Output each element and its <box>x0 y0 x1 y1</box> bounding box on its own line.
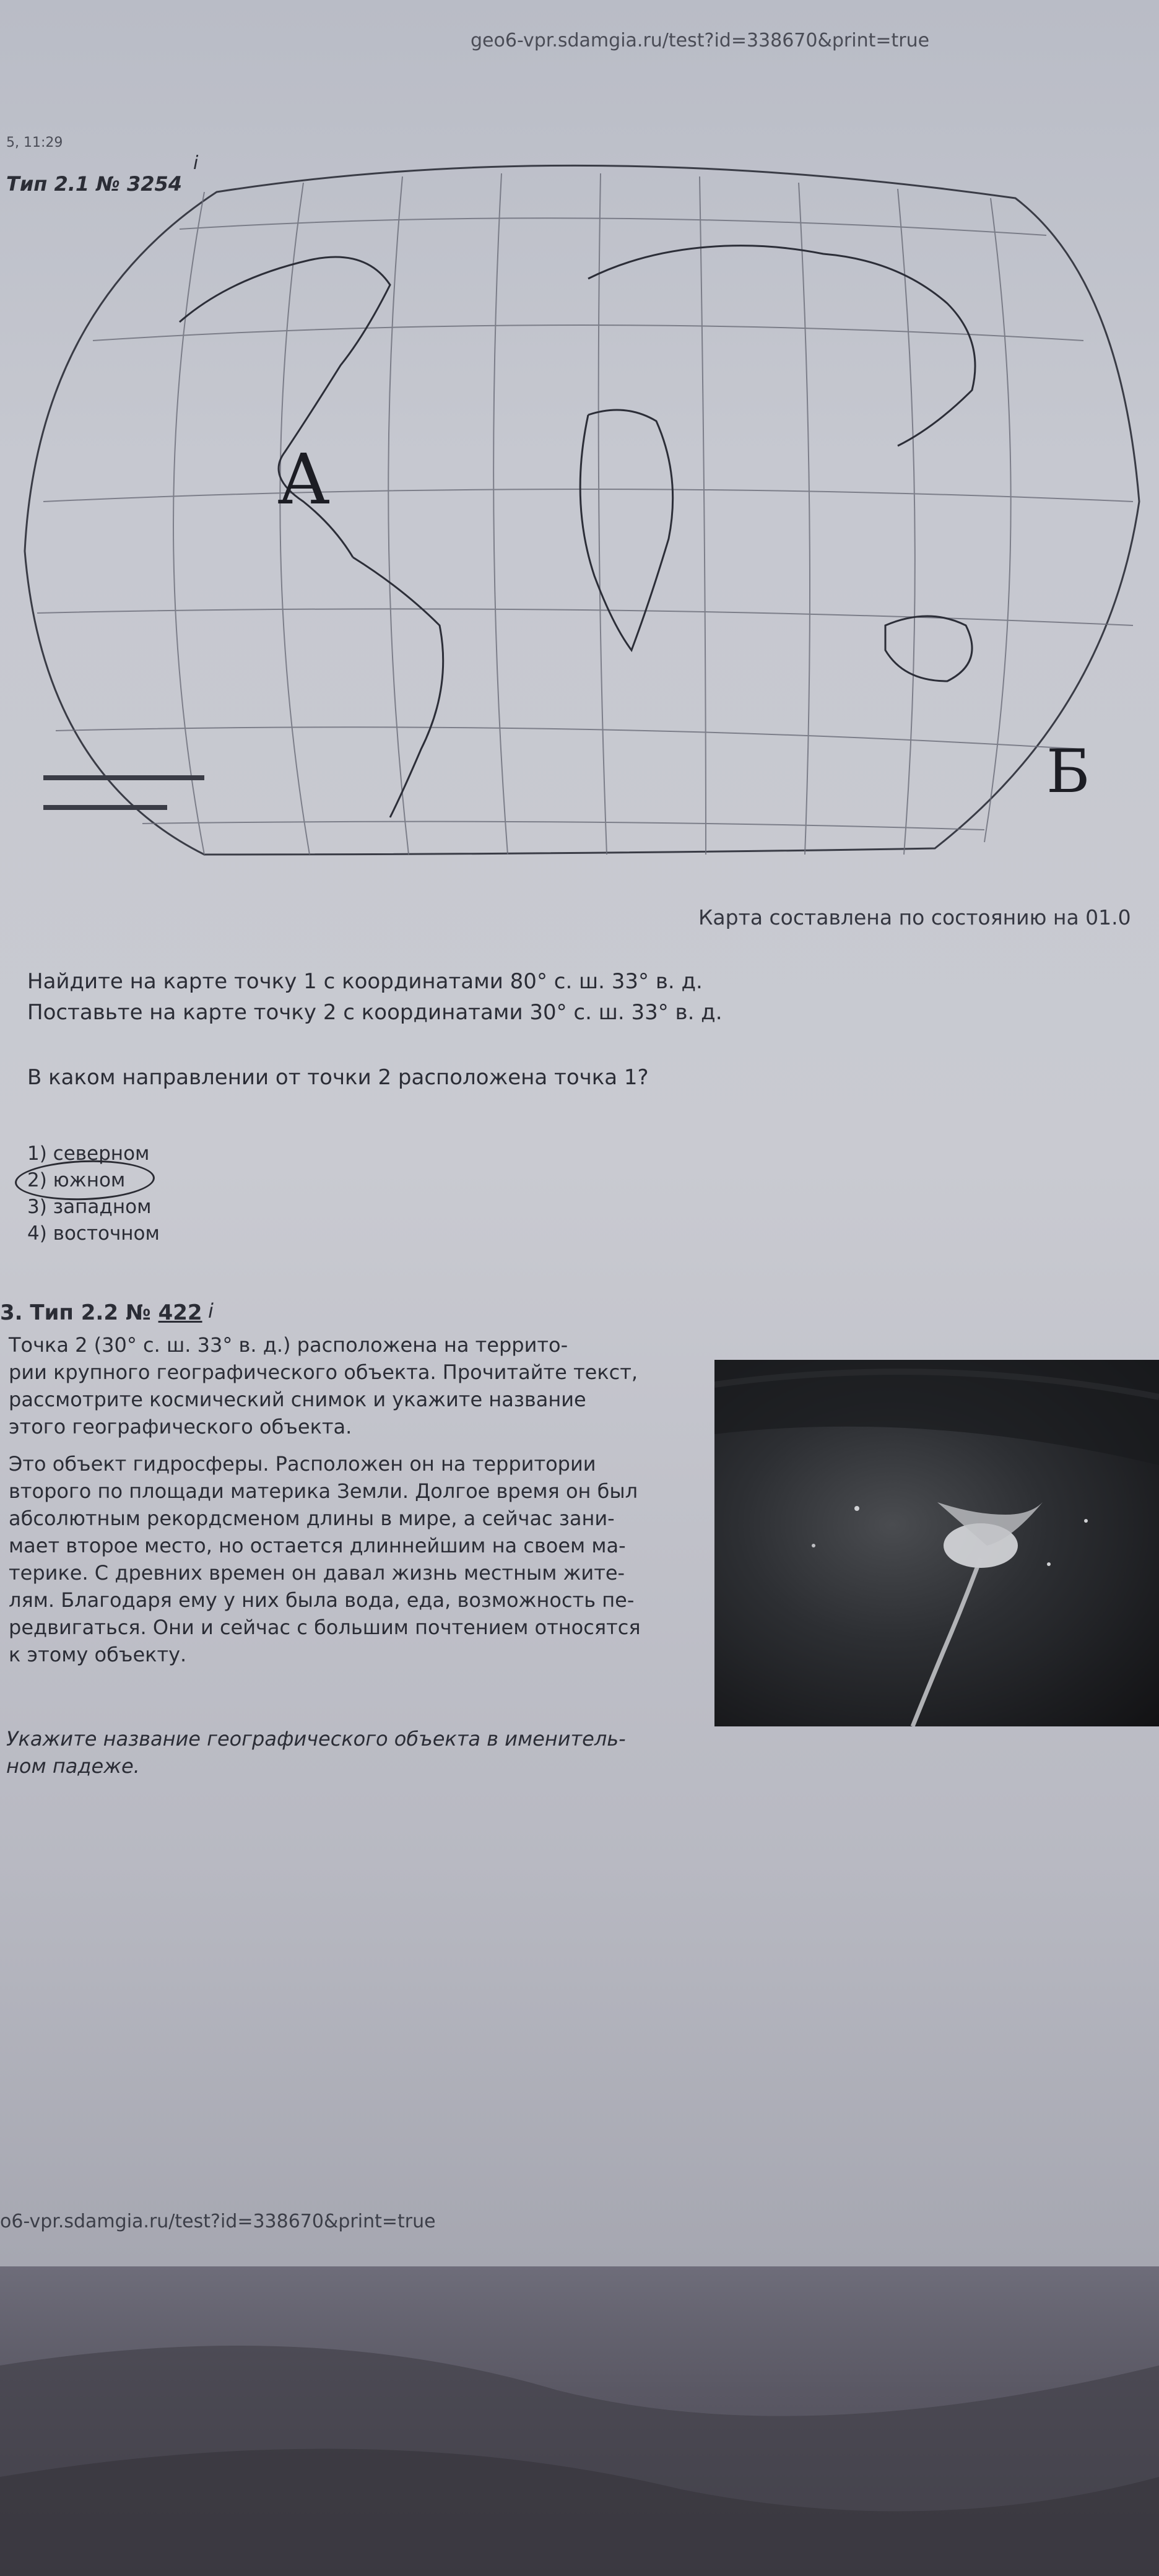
text-line: к этому объекту. <box>9 1643 187 1666</box>
answer-option[interactable]: 3) западном <box>27 1196 152 1218</box>
task1-title: Тип 2.1 № 3254 <box>6 172 183 196</box>
text-line: рии крупного географического объекта. Прочитайте текст, <box>9 1360 638 1384</box>
task2-prefix: 3. Тип 2.2 № <box>0 1300 158 1325</box>
text-line: лям. Благодаря ему у них была вода, еда, возможность пе- <box>9 1588 635 1612</box>
australia-outline <box>885 616 972 681</box>
text-line: рассмотрите космический снимок и укажите название <box>9 1388 586 1411</box>
task2-number[interactable]: 422 <box>158 1300 202 1325</box>
text-line: ном падеже. <box>6 1754 140 1778</box>
instruction-line: Найдите на карте точку 1 с координатами 80° с. ш. 33° в. д. <box>27 969 703 994</box>
answer-prompt <box>6 1725 626 1780</box>
header-url: geo6-vpr.sdamgia.ru/test?id=338670&print=true <box>471 30 930 51</box>
africa-outline <box>580 410 673 650</box>
south-america-outline <box>353 557 443 817</box>
text-line: Укажите название географического объекта в именитель- <box>6 1727 626 1751</box>
answer-option[interactable]: 2) южном <box>27 1169 126 1191</box>
map-label-b: Б <box>1046 737 1090 806</box>
text-line: Это объект гидросферы. Расположен он на территории <box>9 1452 596 1476</box>
nile-river-lights <box>913 1558 981 1726</box>
map-caption: Карта составлена по состоянию на 01.0 <box>698 905 1131 929</box>
world-map <box>19 155 1159 886</box>
task1-question: В каком направлении от точки 2 расположена точка 1? <box>27 1065 649 1090</box>
task2-body <box>9 1450 696 1668</box>
task2-title <box>0 1300 202 1325</box>
task1-instructions <box>27 966 723 1028</box>
text-line: второго по площади материка Земли. Долгое время он был <box>9 1479 638 1503</box>
continents <box>180 246 975 817</box>
answer-option[interactable]: 1) северном <box>27 1142 150 1165</box>
map-label-a: А <box>277 440 330 520</box>
world-map-svg <box>19 155 1159 886</box>
satellite-image-svg <box>714 1360 1159 1726</box>
task2-intro <box>9 1331 696 1440</box>
graticule <box>37 173 1133 855</box>
scale-bar <box>43 775 204 810</box>
text-line: терике. С древних времен он давал жизнь местным жите- <box>9 1561 625 1585</box>
info-icon: i <box>193 152 199 174</box>
text-line: абсолютным рекордсменом длины в мире, а сейчас зани- <box>9 1507 615 1530</box>
text-line: Точка 2 (30° с. ш. 33° в. д.) расположена на террито- <box>9 1333 568 1357</box>
print-time: 5, 11:29 <box>6 135 63 150</box>
fabric-folds <box>0 2291 1159 2576</box>
answer-option[interactable]: 4) восточном <box>27 1222 160 1245</box>
footer-url: o6-vpr.sdamgia.ru/test?id=338670&print=true <box>0 2211 436 2232</box>
text-line: этого географического объекта. <box>9 1415 352 1438</box>
satellite-image <box>714 1360 1159 1726</box>
info-icon: i <box>208 1299 214 1323</box>
instruction-line: Поставьте на карте точку 2 с координатами 30° с. ш. 33° в. д. <box>27 1000 723 1025</box>
text-line: мает второе место, но остается длиннейшим на своем ма- <box>9 1534 626 1557</box>
text-line: редвигаться. Они и сейчас с большим почтением относятся <box>9 1616 641 1639</box>
